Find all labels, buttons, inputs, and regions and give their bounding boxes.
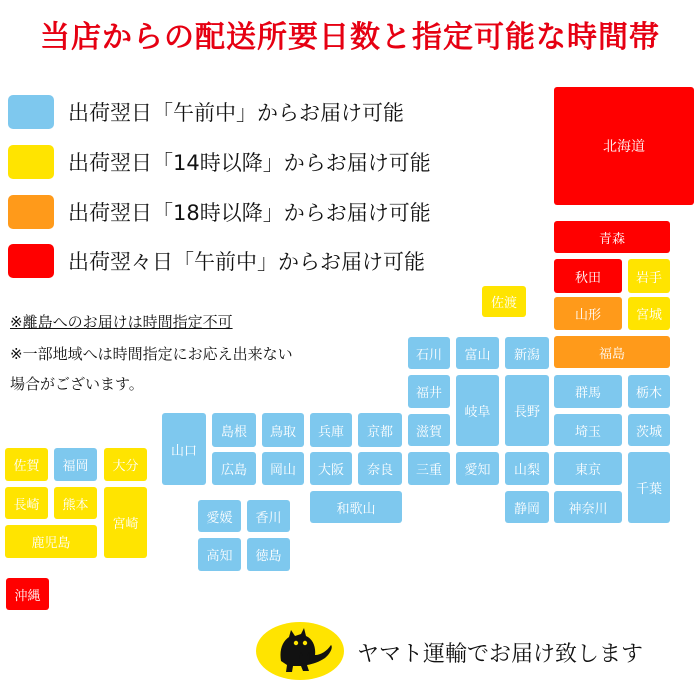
footer-text: ヤマト運輸でお届け致します [357, 642, 644, 667]
pref-gunma: 群馬 [554, 375, 622, 408]
note-partial-areas-cont: 場合がございます。 [10, 375, 144, 393]
pref-toyama: 富山 [456, 337, 499, 369]
pref-osaka: 大阪 [310, 452, 352, 485]
legend-item-yellow [8, 142, 431, 182]
pref-yamagata: 山形 [554, 297, 622, 330]
pref-saitama: 埼玉 [554, 414, 622, 446]
pref-kumamoto: 熊本 [54, 487, 97, 519]
pref-kagoshima: 鹿児島 [5, 525, 97, 558]
legend-item-blue [8, 92, 404, 132]
pref-nagano: 長野 [505, 375, 549, 446]
pref-shizuoka: 静岡 [505, 491, 549, 523]
pref-mie: 三重 [408, 452, 450, 485]
pref-hokkaido: 北海道 [554, 87, 694, 205]
pref-hiroshima: 広島 [212, 452, 256, 485]
legend-swatch-red [8, 244, 54, 278]
pref-niigata: 新潟 [505, 337, 549, 369]
pref-okinawa: 沖縄 [6, 578, 49, 610]
pref-kanagawa: 神奈川 [554, 491, 622, 523]
legend-swatch-yellow [8, 145, 54, 179]
pref-chiba: 千葉 [628, 452, 670, 523]
pref-miyazaki: 宮崎 [104, 487, 147, 558]
pref-tokyo: 東京 [554, 452, 622, 485]
pref-aomori: 青森 [554, 221, 670, 253]
pref-tokushima: 徳島 [247, 538, 290, 571]
pref-ibaraki: 茨城 [628, 414, 670, 446]
pref-fukui: 福井 [408, 375, 450, 408]
pref-kyoto: 京都 [358, 413, 402, 447]
pref-yamaguchi: 山口 [162, 413, 206, 485]
pref-akita: 秋田 [554, 259, 622, 293]
note-remote-islands: ※離島へのお届けは時間指定不可 [10, 313, 233, 331]
pref-fukushima: 福島 [554, 336, 670, 368]
note-partial-areas: ※一部地域へは時間指定にお応え出来ない [10, 345, 293, 363]
pref-miyagi: 宮城 [628, 297, 670, 330]
pref-fukuoka: 福岡 [54, 448, 97, 481]
legend-swatch-orange [8, 195, 54, 229]
legend-label: 出荷翌日「14時以降」からお届け可能 [68, 151, 431, 175]
pref-hyogo: 兵庫 [310, 413, 352, 447]
pref-nara: 奈良 [358, 452, 402, 485]
pref-oita: 大分 [104, 448, 147, 481]
black-cat-icon [255, 621, 345, 681]
page-title: 当店からの配送所要日数と指定可能な時間帯 [40, 20, 660, 55]
pref-tottori: 鳥取 [262, 413, 304, 447]
pref-wakayama: 和歌山 [310, 491, 402, 523]
pref-kochi: 高知 [198, 538, 241, 571]
legend-swatch-blue [8, 95, 54, 129]
pref-shimane: 島根 [212, 413, 256, 447]
pref-okayama: 岡山 [262, 452, 304, 485]
pref-aichi: 愛知 [456, 452, 499, 485]
pref-yamanashi: 山梨 [505, 452, 549, 485]
legend-item-orange [8, 192, 431, 232]
pref-tochigi: 栃木 [628, 375, 670, 408]
pref-nagasaki: 長崎 [5, 487, 48, 519]
pref-sado: 佐渡 [482, 286, 526, 317]
pref-iwate: 岩手 [628, 259, 670, 293]
pref-gifu: 岐阜 [456, 375, 499, 446]
legend-label: 出荷翌々日「午前中」からお届け可能 [68, 250, 425, 274]
legend-label: 出荷翌日「午前中」からお届け可能 [68, 101, 404, 125]
pref-ishikawa: 石川 [408, 337, 450, 369]
pref-shiga: 滋賀 [408, 414, 450, 446]
pref-kagawa: 香川 [247, 500, 290, 532]
pref-saga: 佐賀 [5, 448, 48, 481]
legend-label: 出荷翌日「18時以降」からお届け可能 [68, 201, 431, 225]
legend-item-red [8, 241, 425, 281]
pref-ehime: 愛媛 [198, 500, 241, 532]
